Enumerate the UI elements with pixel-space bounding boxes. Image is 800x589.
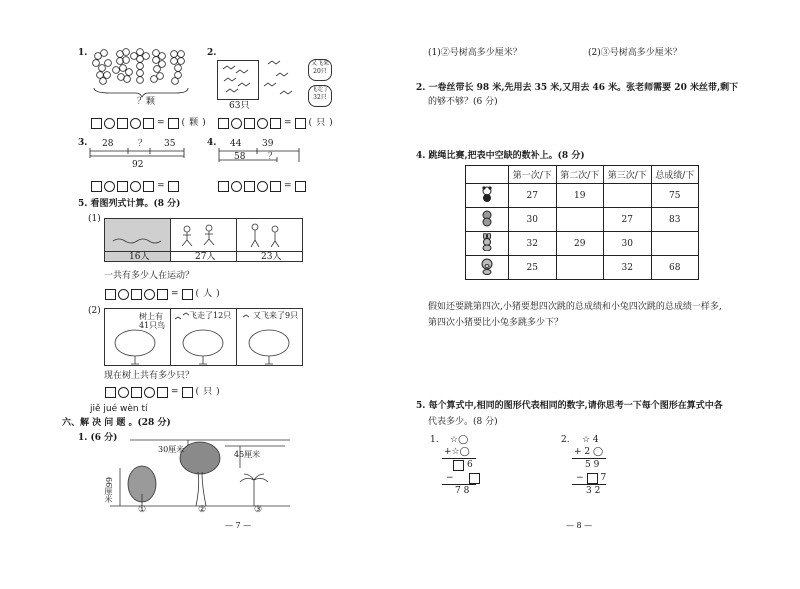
q4-number: 4.: [207, 138, 217, 148]
p1-label-3: 23人: [261, 252, 282, 262]
table-row: [466, 232, 699, 256]
left-page-number: — 7 —: [225, 521, 252, 530]
bubble-flew-away: 飞走了32只: [308, 85, 332, 107]
calc2-row5: 3 2: [586, 486, 601, 496]
q5-p1-number: (1): [88, 214, 101, 224]
table-cell: 83: [651, 208, 699, 232]
table-cell: 29: [556, 232, 604, 256]
calc2-minus: −: [576, 473, 584, 483]
table-cell: 32: [604, 256, 652, 280]
table-row: [466, 184, 699, 208]
beads-picture: [90, 46, 195, 104]
pig-icon: [466, 256, 509, 280]
q3-28: 28: [102, 139, 114, 149]
q1-unit: 颗: [189, 118, 199, 128]
p2-question: 现在树上共有多少只？: [104, 371, 195, 381]
q3-number: 3.: [78, 138, 88, 148]
q2-line1: 2. 一卷丝带长 98 米,先用去 35 米,又用去 46 米。张老师需要 20 米丝带,剩下: [416, 83, 739, 93]
table-cell-blank[interactable]: [604, 184, 652, 208]
sports-picture: [104, 218, 303, 262]
tree-birds-picture: [104, 308, 303, 366]
tree-num-1: ①: [138, 505, 147, 515]
q3-segment: [88, 146, 188, 160]
table-cell: 27: [509, 184, 557, 208]
q2-line2: 的够不够？(6 分): [428, 97, 498, 107]
p2-label-2: 飞走了12只: [189, 311, 232, 320]
q4-39: 39: [262, 139, 274, 149]
table-header-row: [466, 166, 699, 184]
table-row: [466, 256, 699, 280]
q1-answer-row[interactable]: = ( 颗 ): [90, 117, 208, 130]
p1-answer-row[interactable]: = ( 人 ): [104, 288, 222, 301]
bubble-flew-in: 又飞来20只: [308, 59, 332, 81]
bear-icon: [466, 208, 509, 232]
calc2-row4[interactable]: [574, 472, 608, 485]
table-cell: 30: [604, 232, 652, 256]
q1-number: 1.: [78, 48, 88, 58]
q2-count: 63只: [229, 101, 250, 111]
q3-35: 35: [164, 139, 176, 149]
table-cell: 19: [556, 184, 604, 208]
q5-line2: 代表多少。(8 分): [428, 417, 498, 427]
p1-label-2: 27人: [195, 252, 216, 262]
three-trees-picture: [100, 436, 300, 516]
header-second: 第二次/下: [556, 166, 604, 184]
birds-box: [217, 60, 259, 100]
q5-line1: 5. 每个算式中,相同的图形代表相同的数字,请你思考一下每个图形在算式中各: [416, 401, 723, 411]
p1-label-1: 16人: [129, 252, 150, 262]
q4-58: 58: [234, 152, 246, 162]
q3-qmark: ？: [138, 139, 148, 149]
tree-num-3: ③: [254, 505, 263, 515]
right-page-number: — 8 —: [566, 521, 593, 530]
calc1-row1: ☆◯: [450, 435, 469, 445]
calc2-row3: 5 9: [585, 460, 600, 470]
q2-answer-row[interactable]: = ( 只 ): [217, 117, 335, 130]
header-blank: [466, 166, 509, 184]
q4-text1: 假如还要跳第四次,小猪要想四次跳的总成绩和小兔四次跳的总成绩一样多,: [428, 302, 722, 312]
header-first: 第一次/下: [509, 166, 557, 184]
calc2-number: 2.: [561, 435, 570, 445]
p1-unit: 人: [203, 289, 213, 299]
q6-1-title: 1. (6 分): [78, 433, 118, 443]
q4-segment: [217, 146, 307, 166]
q1-bracket-label: ？颗: [137, 97, 156, 107]
q3-92: 92: [132, 160, 144, 170]
panda-icon: [466, 184, 509, 208]
label-66cm: 66厘米: [104, 477, 113, 504]
header-third: 第三次/下: [604, 166, 652, 184]
table-cell: 32: [509, 232, 557, 256]
header-total: 总成绩/下: [651, 166, 699, 184]
tree-num-2: ②: [198, 505, 207, 515]
calc2-digit-7: 7: [600, 473, 607, 483]
calc2-row2: + 2 ◯: [574, 447, 604, 457]
p2-label-1: 树上有41只鸟: [139, 312, 166, 330]
q1-sub2: (2)③号树高多少厘米？: [588, 48, 682, 58]
table-cell: 75: [651, 184, 699, 208]
calc1-number: 1.: [430, 435, 439, 445]
table-cell: 25: [509, 256, 557, 280]
q2-unit: 只: [316, 118, 326, 128]
jump-rope-table: [465, 165, 699, 280]
section6-pinyin: jiě jué wèn tí: [90, 404, 148, 414]
q5-p2-number: (2): [88, 306, 101, 316]
table-cell-blank[interactable]: [651, 232, 699, 256]
table-cell-blank[interactable]: [556, 256, 604, 280]
birds-icon: [218, 61, 258, 99]
q4-qmark: ？: [268, 152, 278, 162]
q4-text2: 第四次小猪要比小兔多跳多少下？: [428, 318, 564, 328]
calc1-row4[interactable]: [444, 472, 481, 485]
q4-44: 44: [230, 139, 242, 149]
q3-answer-row[interactable]: =: [90, 180, 180, 193]
section6-title: 六、解 决 问 题 。(28 分): [62, 418, 171, 428]
p2-unit: 只: [203, 387, 213, 397]
p1-question: 一共有多少人在运动？: [104, 271, 195, 281]
calc1-row2: +☆◯: [444, 447, 470, 457]
label-45cm: 45厘米: [234, 450, 261, 459]
table-row: [466, 208, 699, 232]
p2-answer-row[interactable]: = ( 只 ): [104, 386, 222, 399]
table-cell-blank[interactable]: [556, 208, 604, 232]
table-cell: 30: [509, 208, 557, 232]
q2-number: 2.: [207, 48, 217, 58]
q4-answer-row[interactable]: =: [217, 180, 307, 193]
q4-title: 4. 跳绳比赛,把表中空缺的数补上。(8 分): [416, 151, 585, 161]
calc2-row1: ☆ 4: [582, 435, 599, 445]
p2-label-3: 又飞来了9只: [253, 311, 299, 320]
q5-title: 5. 看图列式计算。(8 分): [78, 199, 181, 209]
q1-sub1: (1)②号树高多少厘米？: [428, 48, 522, 58]
table-cell: 27: [604, 208, 652, 232]
table-cell: 68: [651, 256, 699, 280]
calc1-row3[interactable]: [452, 459, 475, 472]
calc1-minus: −: [446, 473, 454, 483]
label-30cm: 30厘米: [158, 445, 185, 454]
calc1-digit-6: 6: [467, 460, 473, 470]
rabbit-icon: [466, 232, 509, 256]
calc1-row5: 7 8: [455, 486, 470, 496]
